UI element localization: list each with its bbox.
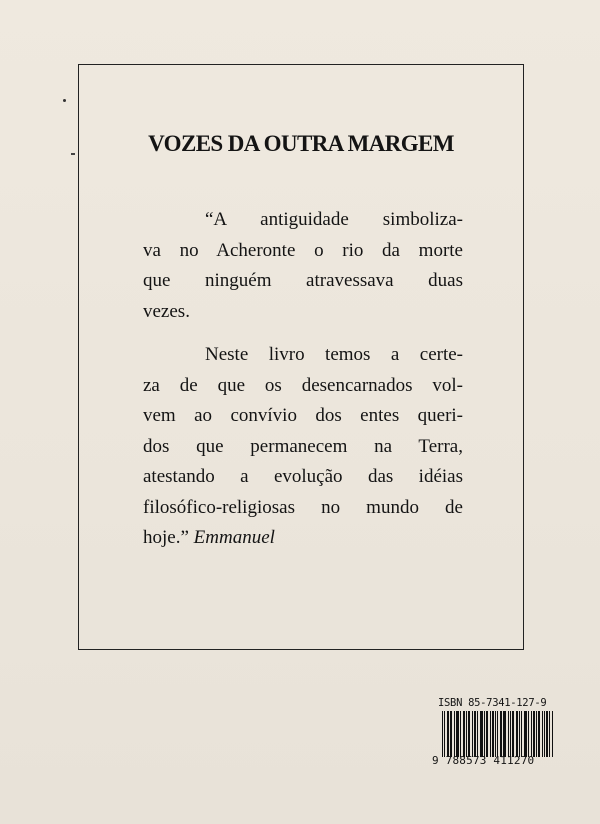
barcode-bar [495, 711, 496, 757]
speck-mark [63, 99, 66, 102]
barcode-block [432, 697, 560, 771]
barcode-bar [505, 711, 506, 757]
quote-line: Neste livro temos a certe- [205, 344, 463, 365]
barcode-bar [516, 711, 517, 757]
barcode-bar [487, 711, 488, 757]
barcode-bars [442, 711, 554, 757]
barcode-bar [533, 711, 534, 757]
barcode-bar [528, 711, 529, 757]
barcode-bar [517, 711, 518, 757]
quote-last-line [143, 523, 463, 554]
barcode-bar [512, 711, 513, 757]
barcode-bar [482, 711, 483, 757]
barcode-bar [521, 711, 522, 757]
barcode-bar [474, 711, 475, 757]
quote-line: dos que permanecem na Terra, [143, 435, 463, 457]
quote-paragraph-2 [143, 340, 463, 554]
barcode-bar [508, 711, 509, 757]
quote-line: vem ao convívio dos entes queri- [143, 405, 463, 426]
barcode-bar [444, 711, 445, 757]
barcode-bar [463, 711, 464, 757]
barcode-bar [477, 711, 478, 757]
barcode-bar [447, 711, 448, 757]
barcode-bar [451, 711, 452, 757]
barcode-bar [549, 711, 550, 757]
quote-paragraph-1 [143, 205, 463, 327]
ean-number: 9 788573 411270 [432, 754, 535, 767]
barcode-bar [510, 711, 511, 757]
barcode-bar [468, 711, 469, 757]
barcode-bar [544, 711, 545, 757]
quote-line: “A antiguidade simboliza- [205, 209, 463, 230]
barcode-bar [552, 711, 553, 757]
barcode-bar [519, 711, 520, 757]
quote-line: vezes. [143, 300, 190, 322]
barcode-bar [475, 711, 476, 757]
barcode-bar [497, 711, 498, 757]
barcode-bar [503, 711, 504, 757]
barcode-bar [536, 711, 537, 757]
barcode-bar [542, 711, 543, 757]
text-frame [78, 64, 524, 650]
barcode-bar [457, 711, 458, 757]
barcode-bar [456, 711, 457, 757]
barcode-bar [454, 711, 455, 757]
barcode-bar [484, 711, 485, 757]
barcode-bar [501, 711, 502, 757]
barcode-bar [525, 711, 526, 757]
barcode-bar [492, 711, 493, 757]
back-cover-quote [143, 205, 463, 554]
book-title: VOZES DA OUTRA MARGEM [148, 131, 454, 156]
barcode-bar [490, 711, 491, 757]
quote-line: que ninguém atravessava duas [143, 270, 463, 291]
barcode-bar [538, 711, 539, 757]
barcode-bar [486, 711, 487, 757]
quote-line: va no Acheronte o rio da morte [143, 239, 463, 261]
barcode-bar [500, 711, 501, 757]
barcode-bar [466, 711, 467, 757]
barcode-bar [539, 711, 540, 757]
barcode-bar [531, 711, 532, 757]
barcode-bar [448, 711, 449, 757]
barcode-bar [526, 711, 527, 757]
barcode-bar [472, 711, 473, 757]
quote-line: za de que os desencarnados vol- [143, 374, 463, 396]
barcode-bar [524, 711, 525, 757]
speck-mark [71, 153, 75, 155]
barcode-bar [493, 711, 494, 757]
barcode-bar [480, 711, 481, 757]
barcode-bar [546, 711, 547, 757]
barcode-bar [442, 711, 443, 757]
barcode-bar [464, 711, 465, 757]
barcode-bar [458, 711, 459, 757]
barcode-bar [460, 711, 461, 757]
barcode-bar [513, 711, 514, 757]
quote-line: atestando a evolução das idéias [143, 466, 463, 487]
isbn-label: ISBN 85-7341-127-9 [438, 697, 547, 709]
quote-closing: hoje.” [143, 527, 189, 548]
barcode-bar [534, 711, 535, 757]
barcode-bar [547, 711, 548, 757]
quote-line: filosófico-religiosas no mundo de [143, 496, 463, 518]
quote-author: Emmanuel [193, 527, 275, 548]
barcode-bar [450, 711, 451, 757]
barcode-bar [481, 711, 482, 757]
barcode-bar [469, 711, 470, 757]
barcode-bar [504, 711, 505, 757]
